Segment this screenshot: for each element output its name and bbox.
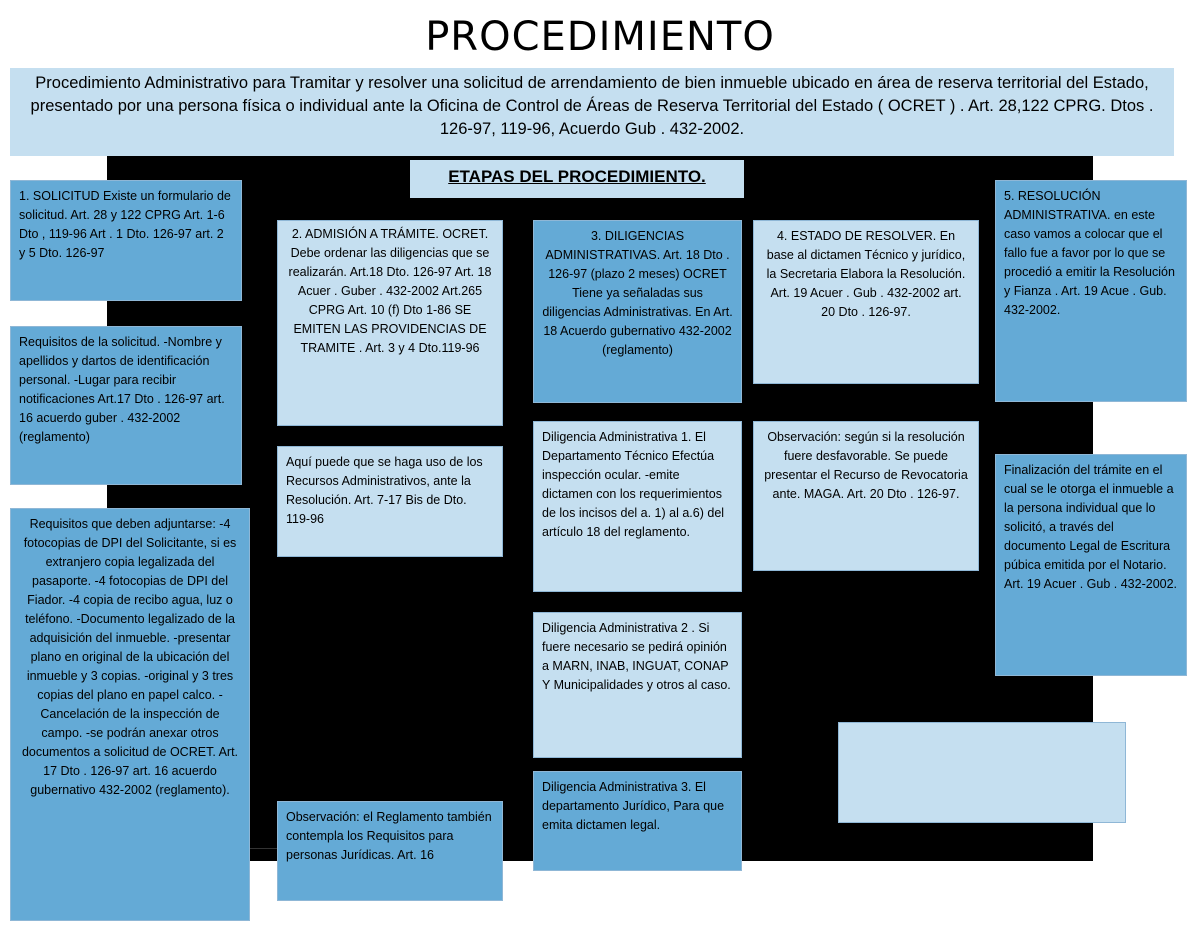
observacion-reglamento: Observación: el Reglamento también contempla los Requisitos para personas Jurídicas. Art. 16 [277, 801, 503, 901]
finalizacion-tramite: Finalización del trámite en el cual se le otorga el inmueble a la persona individual que lo solicitó, a través del documento Legal de Escritura púbica emitida por el Notario. Art. 19 Acuer . Gub . 432-2002. [995, 454, 1187, 676]
step-2-admision: 2. ADMISIÓN A TRÁMITE. OCRET. Debe ordenar las diligencias que se realizarán. Art.18 Dto. 126-97 Art. 18 Acuer . Guber . 432-2002 Art.265 CPRG Art. 10 (f) Dto 1-86 SE EMITEN LAS PROVIDENCIAS DE TRAMITE . Art. 3 y 4 Dto.119-96 [277, 220, 503, 426]
step-4-estado-resolver: 4. ESTADO DE RESOLVER. En base al dictamen Técnico y jurídico, la Secretaria Elabora la Resolución. Art. 19 Acuer . Gub . 432-2002 art. 20 Dto . 126-97. [753, 220, 979, 384]
empty-box [838, 722, 1126, 823]
requisitos-adjuntarse: Requisitos que deben adjuntarse: -4 fotocopias de DPI del Solicitante, si es extranjero copia legalizada del pasaporte. -4 fotocopias de DPI del Fiador. -4 copia de recibo agua, luz o teléfono. -Documento legalizado de la adquisición del inmueble. -presentar plano en original de la ubicación del inmueble y 3 copias. -original y 3 tres copias del plano en papel calco. -Cancelación de la inspección de campo. -se podrán anexar otros documentos a solicitud de OCRET. Art. 17 Dto . 126-97 art. 16 acuerdo gubernativo 432-2002 (reglamento). [10, 508, 250, 921]
diligencia-administrativa-3: Diligencia Administrativa 3. El departamento Jurídico, Para que emita dictamen legal. [533, 771, 742, 871]
connector-line [250, 848, 278, 849]
diligencia-administrativa-1: Diligencia Administrativa 1. El Departamento Técnico Efectúa inspección ocular. -emite dictamen con los requerimientos de los incisos del a. 1) al a.6) del artículo 18 del reglamento. [533, 421, 742, 592]
recursos-administrativos: Aquí puede que se haga uso de los Recursos Administrativos, ante la Resolución. Art. 7-17 Bis de Dto. 119-96 [277, 446, 503, 557]
diligencia-administrativa-2: Diligencia Administrativa 2 . Si fuere necesario se pedirá opinión a MARN, INAB, INGUAT, CONAP Y Municipalidades y otros al caso. [533, 612, 742, 758]
intro-banner: Procedimiento Administrativo para Tramitar y resolver una solicitud de arrendamiento de bien inmueble ubicado en área de reserva territorial del Estado, presentado por una persona física o individual ante la Oficina de Control de Áreas de Reserva Territorial del Estado ( OCRET ) . Art. 28,122 CPRG. Dtos . 126-97, 119-96, Acuerdo Gub . 432-2002. [10, 68, 1174, 156]
observacion-revocatoria: Observación: según si la resolución fuere desfavorable. Se puede presentar el Recurso de Revocatoria ante. MAGA. Art. 20 Dto . 126-97. [753, 421, 979, 571]
etapas-heading: ETAPAS DEL PROCEDIMIENTO. [410, 160, 744, 198]
requisitos-solicitud: Requisitos de la solicitud. -Nombre y apellidos y dartos de identificación personal. -Lugar para recibir notificaciones Art.17 Dto . 126-97 art. 16 acuerdo guber . 432-2002 (reglamento) [10, 326, 242, 485]
step-1-solicitud: 1. SOLICITUD Existe un formulario de solicitud. Art. 28 y 122 CPRG Art. 1-6 Dto , 119-96 Art . 1 Dto. 126-97 art. 2 y 5 Dto. 126-97 [10, 180, 242, 301]
page-title: PROCEDIMIENTO [425, 14, 775, 60]
step-3-diligencias: 3. DILIGENCIAS ADMINISTRATIVAS. Art. 18 Dto . 126-97 (plazo 2 meses) OCRET Tiene ya señaladas sus diligencias Administrativas. En Art. 18 Acuerdo gubernativo 432-2002 (reglamento) [533, 220, 742, 403]
step-5-resolucion: 5. RESOLUCIÓN ADMINISTRATIVA. en este caso vamos a colocar que el fallo fue a favor por lo que se procedió a emitir la Resolución y Fianza . Art. 19 Acue . Gub. 432-2002. [995, 180, 1187, 402]
